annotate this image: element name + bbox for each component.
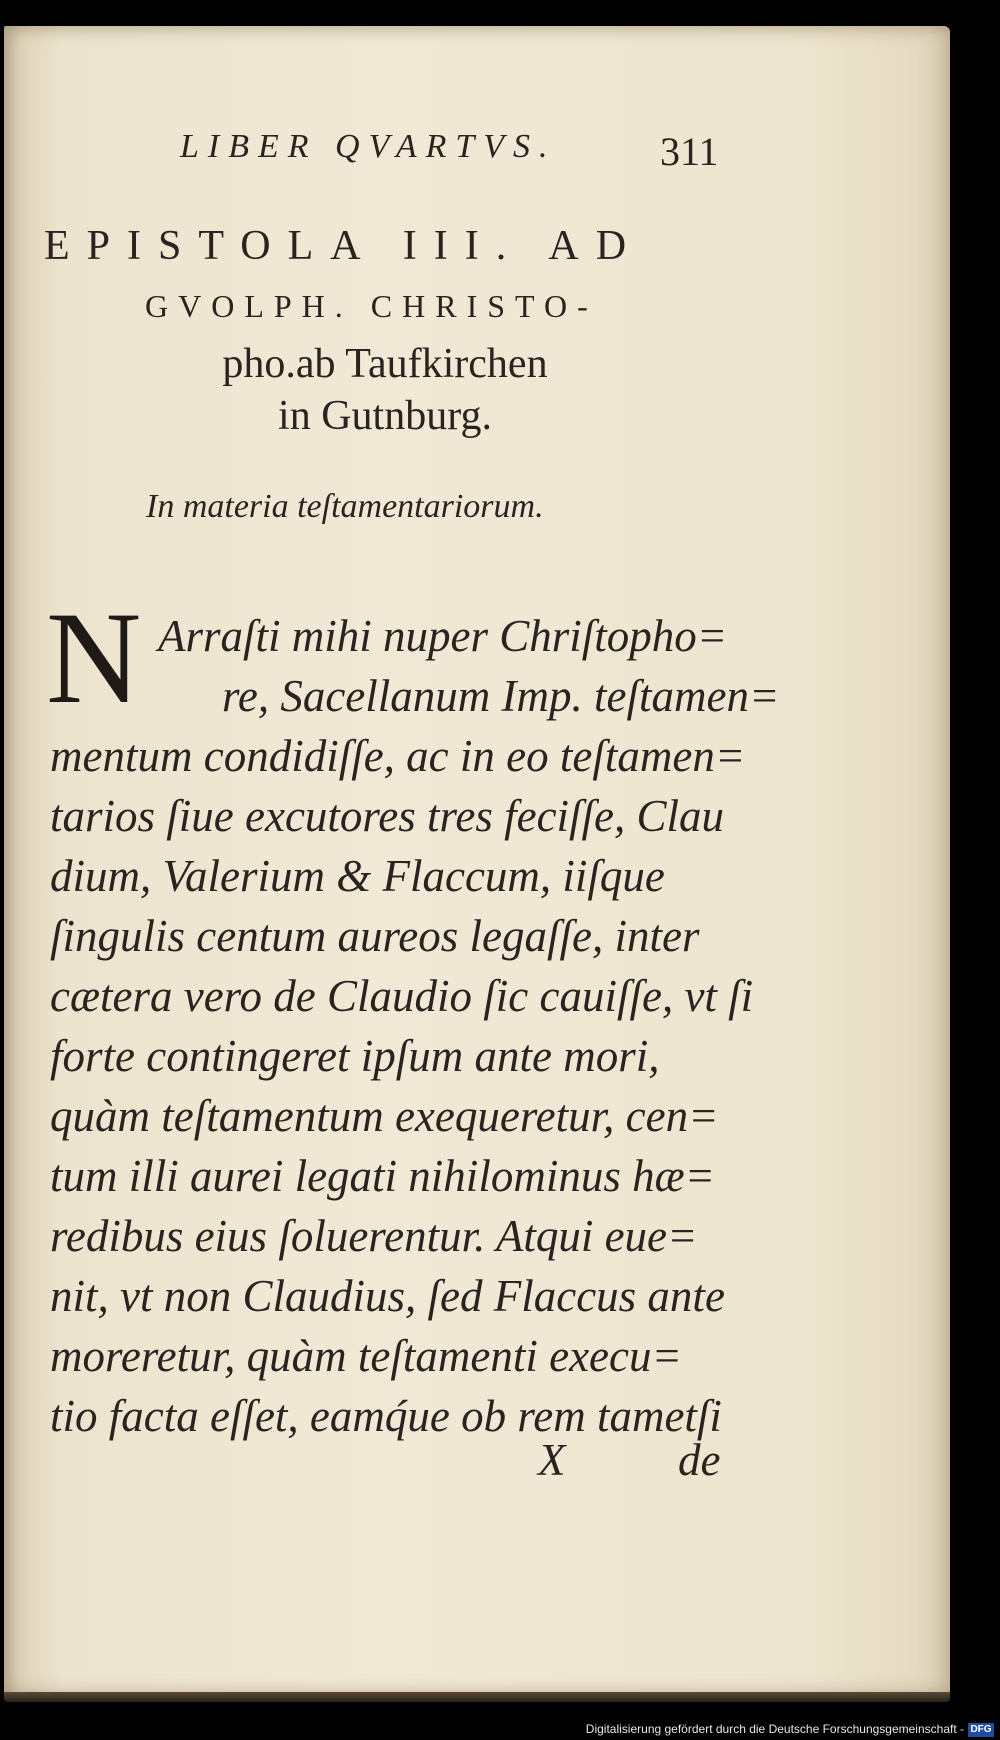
signature-mark: X — [538, 1435, 566, 1485]
subtitle: In materia teſtamentariorum. — [146, 488, 544, 525]
body-line: quàm teſtamentum exequeretur, cen= — [50, 1091, 719, 1141]
body-line: tarios ſiue excutores tres feciſſe, Clau — [50, 791, 725, 841]
body-line: cætera vero de Claudio ſic cauiſſe, vt ſi — [50, 971, 754, 1021]
page-edge — [4, 1692, 950, 1702]
body-line: forte contingeret ipſum ante mori, — [50, 1031, 660, 1081]
page-number: 311 — [660, 129, 719, 174]
title-line-4: in Gutnburg. — [278, 393, 492, 439]
digitization-credit: Digitalisierung gefördert durch die Deutsche Forschungsgemeinschaft - — [585, 1722, 964, 1736]
body-line: dium, Valerium & Flaccum, iiſque — [50, 851, 665, 901]
body-line: moreretur, quàm teſtamenti execu= — [50, 1331, 682, 1381]
body-line: redibus eius ſoluerentur. Atqui eue= — [50, 1211, 698, 1261]
title-line-3: pho.ab Taufkirchen — [222, 341, 548, 387]
catchword: de — [678, 1435, 721, 1485]
title-line-1: EPISTOLA III. AD — [44, 223, 644, 269]
drop-cap: N — [46, 584, 142, 731]
body-line: Arraſti mihi nuper Chriſtopho= — [158, 611, 728, 661]
body-line: tum illi aurei legati nihilominus hæ= — [50, 1151, 715, 1201]
running-head: LIBER QVARTVS. — [180, 128, 557, 165]
body-line: nit, vt non Claudius, ſed Flaccus ante — [50, 1271, 725, 1321]
dfg-logo: DFG — [968, 1723, 994, 1737]
body-line: ſingulis centum aureos legaſſe, inter — [50, 911, 700, 961]
body-line: re, Sacellanum Imp. teſtamen= — [222, 671, 780, 721]
title-line-2: GVOLPH. CHRISTO- — [145, 288, 598, 324]
body-line: tio facta eſſet, eamq́ue ob rem tametſi — [50, 1391, 722, 1441]
body-line: mentum condidiſſe, ac in eo teſtamen= — [50, 731, 746, 781]
